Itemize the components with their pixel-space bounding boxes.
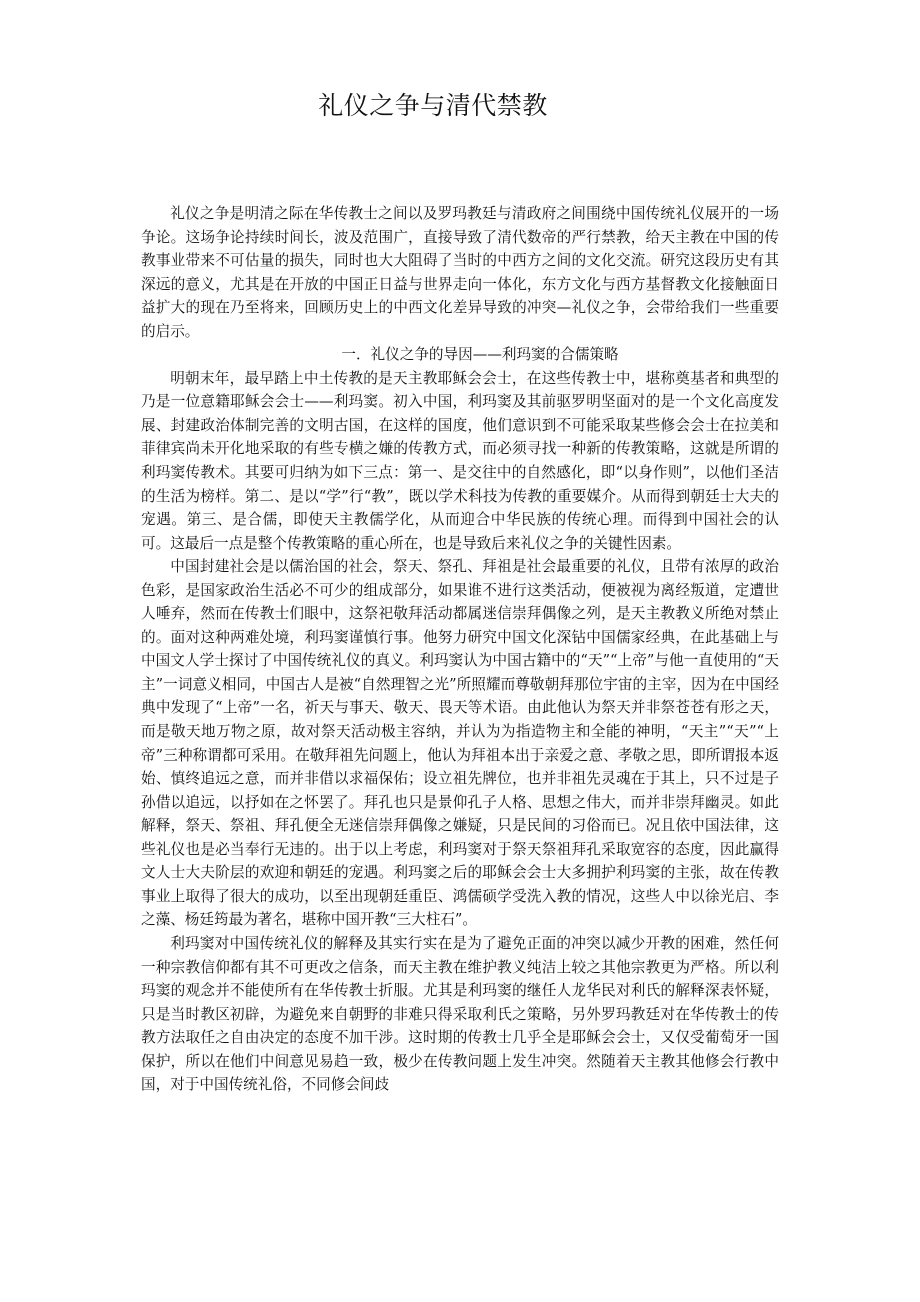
body-paragraph-2: 中国封建社会是以儒治国的社会，祭天、祭孔、拜祖是社会最重要的礼仪，且带有浓厚的政治色彩，是国家政治生活必不可少的组成部分，如果谁不进行这类活动，便被视为离经叛道，定遭世人唾弃，然而在传教士们眼中，这祭祀敬拜活动都属迷信崇拜偶像之列，是天主教教义所绝对禁止的。面对这种两难处境，利玛窦谨慎行事。他努力研究中国文化深钻中国儒家经典，在此基础上与中国文人学士探讨了中国传统礼仪的真义。利玛窦认为中国古籍中的“天”“上帝”与他一直使用的“天主”一词意义相同，中国古人是被“自然理智之光”所照耀而尊敬朝拜那位宇宙的主宰，因为在中国经典中发现了“上帝”一名，祈天与事天、敬天、畏天等术语。由此他认为祭天并非祭苍苍有形之天，而是敬天地万物之原，故对祭天活动极主容纳，并认为为指造物主和全能的神明，“天主”“天”“上帝”三种称谓都可采用。在敬拜祖先问题上，他认为拜祖本出于亲爱之意、孝敬之思，即所谓报本返始、慎终追远之意，而并非借以求福保佑；设立祖先牌位，也并非祖先灵魂在于其上，只不过是子孙借以追远，以抒如在之怀罢了。拜孔也只是景仰孔子人格、思想之伟大，而并非崇拜幽灵。如此解释，祭天、祭祖、拜孔便全无迷信崇拜偶像之嫌疑，只是民间的习俗而已。况且依中国法律，这些礼仪也是必当奉行无违的。出于以上考虑，利玛窦对于祭天祭祖拜孔采取宽容的态度，因此赢得文人士大夫阶层的欢迎和朝廷的宠遇。利玛窦之后的耶稣会会士大多拥护利玛窦的主张，故在传教事业上取得了很大的成功，以至出现朝廷重臣、鸿儒硕学受洗入教的情况，这些人中以徐光启、李之藻、杨廷筠最为著名，堪称中国开教“三大柱石”。 bbox=[141, 558, 779, 929]
document-body bbox=[141, 202, 779, 1097]
body-paragraph-1: 明朝末年，最早踏上中土传教的是天主教耶稣会会士，在这些传教士中，堪称奠基者和典型的乃是一位意籍耶稣会会士——利玛窦。初入中国，利玛窦及其前驱罗明坚面对的是一个文化高度发展、封建政治体制完善的文明古国，在这样的国度，他们意识到不可能采取某些修会会士在拉美和菲律宾尚未开化地采取的有些专横之嫌的传教方式，而必须寻找一种新的传教策略，这就是所谓的利玛窦传教术。其要可归纳为如下三点：第一、是交往中的自然感化，即“以身作则”，以他们圣洁的生活为榜样。第二、是以“学”行“教”，既以学术科技为传教的重要媒介。从而得到朝廷士大夫的宠遇。第三、是合儒，即使天主教儒学化，从而迎合中华民族的传统心理。而得到中国社会的认可。这最后一点是整个传教策略的重心所在，也是导致后来礼仪之争的关键性因素。 bbox=[141, 369, 779, 552]
intro-paragraph: 礼仪之争是明清之际在华传教士之间以及罗玛教廷与清政府之间围绕中国传统礼仪展开的一场争论。这场争论持续时间长，波及范围广，直接导致了清代数帝的严行禁教，给天主教在中国的传教事业带来不可估量的损失，同时也大大阻碍了当时的中西方之间的文化交流。研究这段历史有其深远的意义，尤其是在开放的中国正日益与世界走向一体化，东方文化与西方基督教文化接触面日益扩大的现在乃至将来，回顾历史上的中西文化差异导致的冲突—礼仪之争，会带给我们一些重要的启示。 bbox=[141, 205, 779, 340]
body-paragraph-3: 利玛窦对中国传统礼仪的解释及其实行实在是为了避免正面的冲突以减少开教的困难，然任何一种宗教信仰都有其不可更改之信条，而天主教在维护教义纯洁上较之其他宗教更为严格。所以利玛窦的观念并不能使所有在华传教士折服。尤其是利玛窦的继任人龙华民对利氏的解释深表怀疑，只是当时教区初辟，为避免来自朝野的非难只得采取利氏之策略，另外罗玛教廷对在华传教士的传教方法取任之自由决定的态度不加干涉。这时期的传教士几乎全是耶稣会会士，又仅受葡萄牙一国保护，所以在他们中间意见易趋一致，极少在传教问题上发生冲突。然随着天主教其他修会行教中国，对于中国传统礼俗，不同修会间歧 bbox=[141, 934, 779, 1094]
document-title: 礼仪之争与清代禁教 bbox=[318, 91, 548, 120]
section-heading: 一．礼仪之争的导因——利玛窦的合儒策略 bbox=[341, 346, 619, 364]
